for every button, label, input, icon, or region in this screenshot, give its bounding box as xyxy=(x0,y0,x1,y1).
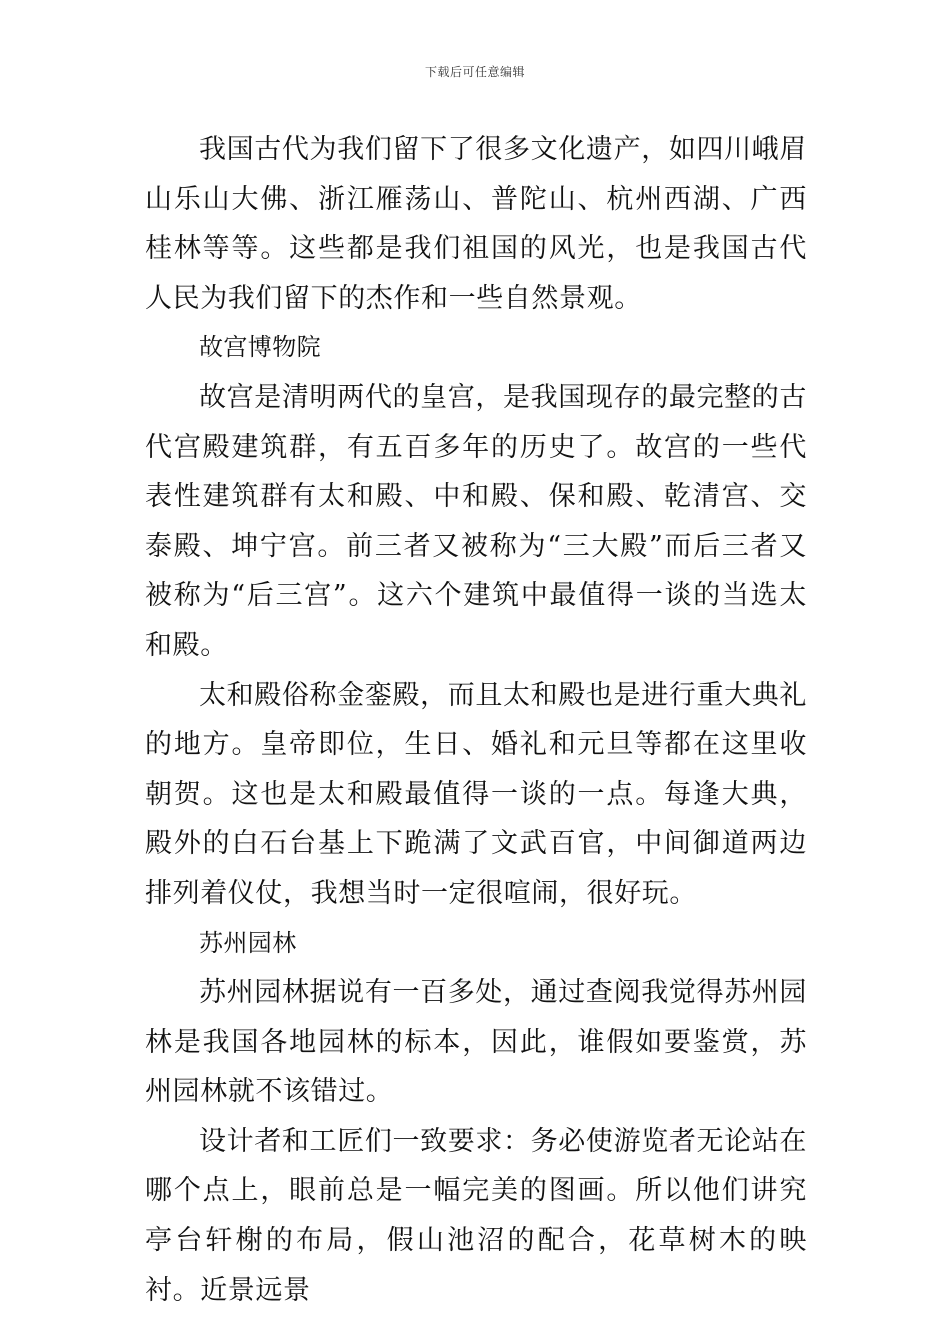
section-heading-suzhou-gardens: 苏州园林 xyxy=(199,928,297,957)
paragraph-intro: 我国古代为我们留下了很多文化遗产，如四川峨眉山乐山大佛、浙江雁荡山、普陀山、杭州西湖、广西桂林等等。这些都是我们祖国的风光，也是我国古代人民为我们留下的杰作和一些自然景观。 xyxy=(145,134,807,314)
paragraph-garden-design: 设计者和工匠们一致要求：务必使游览者无论站在哪个点上，眼前总是一幅完美的图画。所以他们讲究亭台轩榭的布局，假山池沼的配合，花草树木的映衬。近景远景 xyxy=(145,1125,807,1306)
page-header: 下载后可任意编辑 xyxy=(424,65,525,79)
paragraph-forbidden-city: 故宫是清明两代的皇宫，是我国现存的最完整的古代宫殿建筑群，有五百多年的历史了。故宫的一些代表性建筑群有太和殿、中和殿、保和殿、乾清宫、交泰殿、坤宁宫。前三者又被称为“三大殿”而后三者又被称为“后三宫”。这六个建筑中最值得一谈的当选太和殿。 xyxy=(145,381,807,661)
document-body xyxy=(145,125,807,1315)
paragraph-taihe-hall: 太和殿俗称金銮殿，而且太和殿也是进行重大典礼的地方。皇帝即位，生日、婚礼和元旦等都在这里收朝贺。这也是太和殿最值得一谈的一点。每逢大典，殿外的白石台基上下跪满了文武百官，中间御道两边排列着仪仗，我想当时一定很喧闹，很好玩。 xyxy=(145,679,807,909)
section-heading-forbidden-city: 故宫博物院 xyxy=(199,333,321,362)
paragraph-suzhou-gardens: 苏州园林据说有一百多处，通过查阅我觉得苏州园林是我国各地园林的标本，因此，谁假如要鉴赏，苏州园林就不该错过。 xyxy=(145,977,807,1108)
